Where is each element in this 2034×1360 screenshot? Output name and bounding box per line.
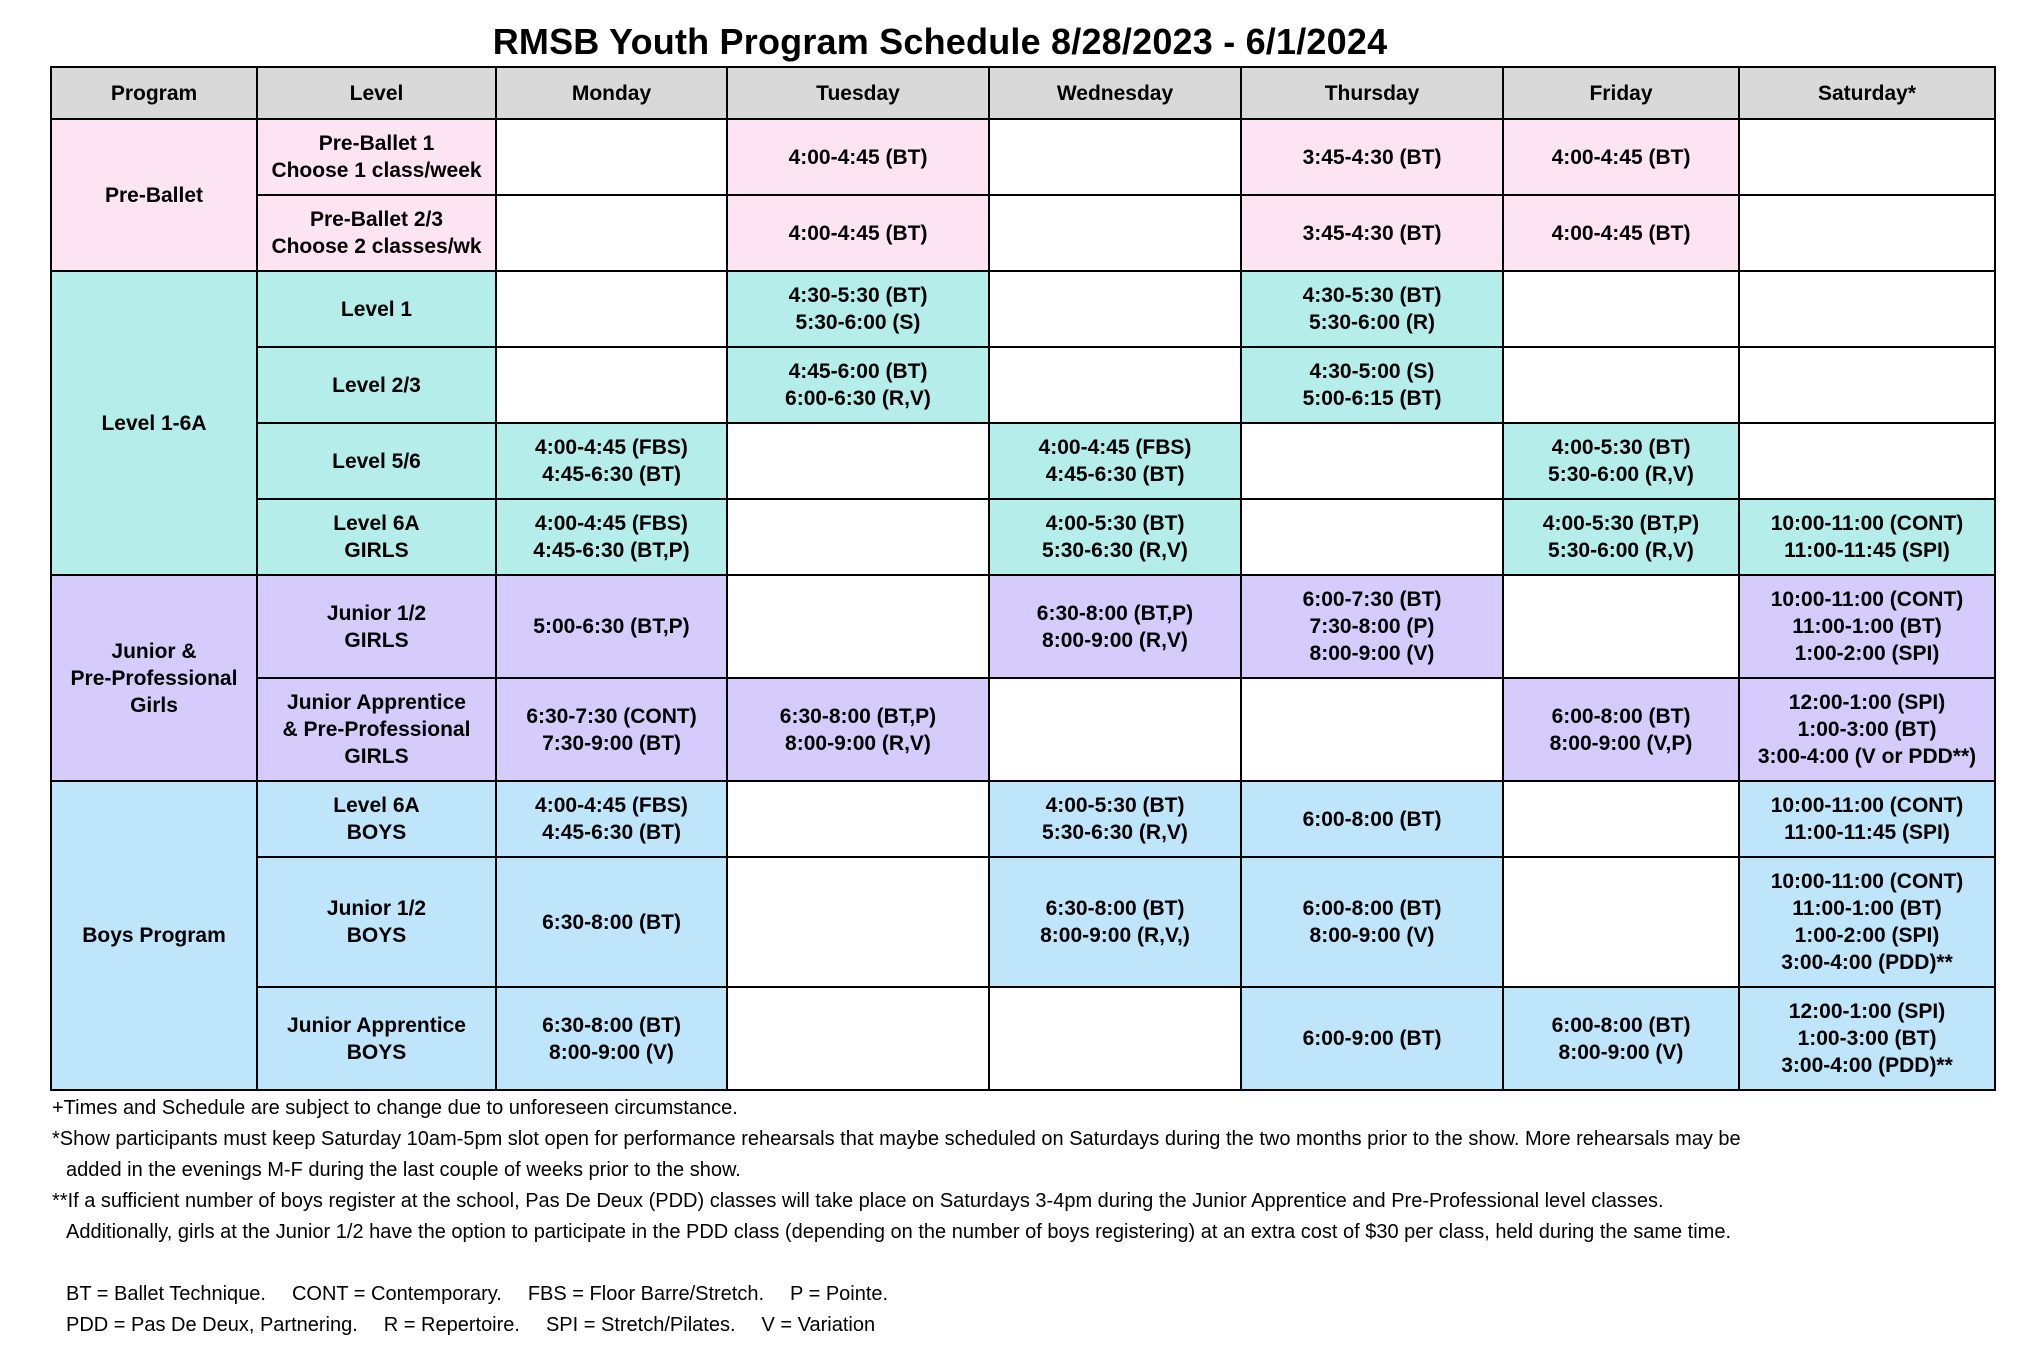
table-row xyxy=(51,423,1995,499)
page-title: RMSB Youth Program Schedule 8/28/2023 - 6/1/2024 xyxy=(492,21,1388,62)
header-thursday: Thursday xyxy=(1241,67,1503,119)
schedule-cell-thursday: 6:00-8:00 (BT) 8:00-9:00 (V) xyxy=(1241,857,1503,987)
schedule-cell-wednesday xyxy=(989,195,1241,271)
level-cell: Junior 1/2 BOYS xyxy=(257,857,496,987)
schedule-cell-friday: 4:00-4:45 (BT) xyxy=(1503,195,1739,271)
program-cell: Pre-Ballet xyxy=(51,119,257,271)
table-row xyxy=(51,857,1995,987)
schedule-cell-monday xyxy=(496,119,727,195)
schedule-cell-saturday xyxy=(1739,347,1995,423)
legend-pdd: PDD = Pas De Deux, Partnering. xyxy=(66,1314,358,1336)
schedule-cell-saturday: 10:00-11:00 (CONT) 11:00-1:00 (BT) 1:00-2:00 (SPI) 3:00-4:00 (PDD)** xyxy=(1739,857,1995,987)
schedule-cell-wednesday: 4:00-4:45 (FBS) 4:45-6:30 (BT) xyxy=(989,423,1241,499)
schedule-cell-monday xyxy=(496,347,727,423)
schedule-cell-thursday xyxy=(1241,423,1503,499)
legend-v: V = Variation xyxy=(761,1314,876,1336)
header-tuesday: Tuesday xyxy=(727,67,989,119)
note-pdd: **If a sufficient number of boys register at the school, Pas De Deux (PDD) classes will take place on Saturdays 3-4pm during the Junior Apprentice and Pre-Professional level classes. xyxy=(52,1190,1664,1212)
schedule-cell-tuesday xyxy=(727,499,989,575)
legend-r: R = Repertoire. xyxy=(383,1314,520,1336)
schedule-cell-friday xyxy=(1503,347,1739,423)
schedule-cell-saturday xyxy=(1739,119,1995,195)
schedule-cell-tuesday xyxy=(727,857,989,987)
table-row xyxy=(51,499,1995,575)
schedule-cell-thursday xyxy=(1241,678,1503,781)
schedule-cell-thursday: 4:30-5:30 (BT) 5:30-6:00 (R) xyxy=(1241,271,1503,347)
schedule-cell-saturday xyxy=(1739,195,1995,271)
schedule-cell-wednesday: 4:00-5:30 (BT) 5:30-6:30 (R,V) xyxy=(989,499,1241,575)
schedule-cell-monday: 6:30-8:00 (BT) xyxy=(496,857,727,987)
level-cell: Junior 1/2 GIRLS xyxy=(257,575,496,678)
note-pdd-cont: Additionally, girls at the Junior 1/2 have the option to participate in the PDD class (depending on the number of boys registering) at an extra cost of $30 per class, held during the same time. xyxy=(66,1221,1732,1243)
schedule-cell-monday: 6:30-7:30 (CONT) 7:30-9:00 (BT) xyxy=(496,678,727,781)
schedule-cell-thursday: 6:00-9:00 (BT) xyxy=(1241,987,1503,1090)
schedule-cell-wednesday: 6:30-8:00 (BT,P) 8:00-9:00 (R,V) xyxy=(989,575,1241,678)
legend-fbs: FBS = Floor Barre/Stretch. xyxy=(527,1283,765,1305)
schedule-cell-thursday: 3:45-4:30 (BT) xyxy=(1241,119,1503,195)
schedule-cell-friday: 4:00-5:30 (BT,P) 5:30-6:00 (R,V) xyxy=(1503,499,1739,575)
header-monday: Monday xyxy=(496,67,727,119)
note-show-participants-cont: added in the evenings M-F during the last couple of weeks prior to the show. xyxy=(66,1159,741,1181)
schedule-cell-saturday: 10:00-11:00 (CONT) 11:00-1:00 (BT) 1:00-2:00 (SPI) xyxy=(1739,575,1995,678)
schedule-cell-thursday xyxy=(1241,499,1503,575)
schedule-cell-thursday: 6:00-8:00 (BT) xyxy=(1241,781,1503,857)
schedule-cell-tuesday: 4:00-4:45 (BT) xyxy=(727,119,989,195)
schedule-cell-friday: 4:00-4:45 (BT) xyxy=(1503,119,1739,195)
schedule-cell-thursday: 3:45-4:30 (BT) xyxy=(1241,195,1503,271)
schedule-cell-monday: 6:30-8:00 (BT) 8:00-9:00 (V) xyxy=(496,987,727,1090)
header-saturday: Saturday* xyxy=(1739,67,1995,119)
table-row xyxy=(51,678,1995,781)
program-cell: Junior & Pre-Professional Girls xyxy=(51,575,257,781)
schedule-cell-wednesday: 6:30-8:00 (BT) 8:00-9:00 (R,V,) xyxy=(989,857,1241,987)
table-row xyxy=(51,781,1995,857)
schedule-cell-wednesday xyxy=(989,271,1241,347)
program-cell: Level 1-6A xyxy=(51,271,257,575)
schedule-cell-wednesday xyxy=(989,119,1241,195)
schedule-cell-saturday: 12:00-1:00 (SPI) 1:00-3:00 (BT) 3:00-4:00 (PDD)** xyxy=(1739,987,1995,1090)
schedule-cell-thursday: 4:30-5:00 (S) 5:00-6:15 (BT) xyxy=(1241,347,1503,423)
level-cell: Pre-Ballet 1 Choose 1 class/week xyxy=(257,119,496,195)
schedule-cell-saturday: 10:00-11:00 (CONT) 11:00-11:45 (SPI) xyxy=(1739,499,1995,575)
header-program: Program xyxy=(51,67,257,119)
note-schedule-change: +Times and Schedule are subject to change due to unforeseen circumstance. xyxy=(52,1097,738,1119)
schedule-cell-wednesday xyxy=(989,678,1241,781)
table-row xyxy=(51,119,1995,195)
header-level: Level xyxy=(257,67,496,119)
schedule-table xyxy=(50,66,1996,1091)
level-cell: Junior Apprentice BOYS xyxy=(257,987,496,1090)
schedule-cell-tuesday: 4:00-4:45 (BT) xyxy=(727,195,989,271)
schedule-cell-friday xyxy=(1503,857,1739,987)
schedule-cell-thursday: 6:00-7:30 (BT) 7:30-8:00 (P) 8:00-9:00 (V) xyxy=(1241,575,1503,678)
legend-line-1 xyxy=(52,1279,2002,1310)
level-cell: Level 6A GIRLS xyxy=(257,499,496,575)
level-cell: Pre-Ballet 2/3 Choose 2 classes/wk xyxy=(257,195,496,271)
schedule-cell-friday: 6:00-8:00 (BT) 8:00-9:00 (V,P) xyxy=(1503,678,1739,781)
schedule-cell-monday: 4:00-4:45 (FBS) 4:45-6:30 (BT) xyxy=(496,781,727,857)
legend-cont: CONT = Contemporary. xyxy=(291,1283,502,1305)
schedule-cell-friday xyxy=(1503,575,1739,678)
level-cell: Level 5/6 xyxy=(257,423,496,499)
legend-bt: BT = Ballet Technique. xyxy=(66,1283,266,1305)
header-wednesday: Wednesday xyxy=(989,67,1241,119)
schedule-cell-saturday: 10:00-11:00 (CONT) 11:00-11:45 (SPI) xyxy=(1739,781,1995,857)
header-friday: Friday xyxy=(1503,67,1739,119)
schedule-cell-tuesday: 4:45-6:00 (BT) 6:00-6:30 (R,V) xyxy=(727,347,989,423)
legend-line-2 xyxy=(52,1310,2002,1341)
table-row xyxy=(51,195,1995,271)
table-row xyxy=(51,347,1995,423)
schedule-cell-friday: 4:00-5:30 (BT) 5:30-6:00 (R,V) xyxy=(1503,423,1739,499)
schedule-cell-tuesday xyxy=(727,781,989,857)
table-row xyxy=(51,575,1995,678)
level-cell: Junior Apprentice & Pre-Professional GIRLS xyxy=(257,678,496,781)
schedule-cell-saturday: 12:00-1:00 (SPI) 1:00-3:00 (BT) 3:00-4:00 (V or PDD**) xyxy=(1739,678,1995,781)
schedule-cell-monday xyxy=(496,195,727,271)
schedule-cell-friday xyxy=(1503,781,1739,857)
header-row xyxy=(51,67,1995,119)
schedule-cell-saturday xyxy=(1739,271,1995,347)
legend-p: P = Pointe. xyxy=(790,1283,889,1305)
table-row xyxy=(51,271,1995,347)
level-cell: Level 6A BOYS xyxy=(257,781,496,857)
program-cell: Boys Program xyxy=(51,781,257,1090)
schedule-body xyxy=(51,119,1995,1090)
schedule-cell-friday: 6:00-8:00 (BT) 8:00-9:00 (V) xyxy=(1503,987,1739,1090)
schedule-cell-tuesday: 6:30-8:00 (BT,P) 8:00-9:00 (R,V) xyxy=(727,678,989,781)
schedule-cell-wednesday: 4:00-5:30 (BT) 5:30-6:30 (R,V) xyxy=(989,781,1241,857)
schedule-cell-tuesday xyxy=(727,423,989,499)
schedule-cell-saturday xyxy=(1739,423,1995,499)
legend-spi: SPI = Stretch/Pilates. xyxy=(545,1314,736,1336)
schedule-cell-monday: 4:00-4:45 (FBS) 4:45-6:30 (BT,P) xyxy=(496,499,727,575)
schedule-cell-tuesday xyxy=(727,987,989,1090)
table-row xyxy=(51,987,1995,1090)
schedule-cell-monday xyxy=(496,271,727,347)
schedule-cell-friday xyxy=(1503,271,1739,347)
schedule-cell-monday: 4:00-4:45 (FBS) 4:45-6:30 (BT) xyxy=(496,423,727,499)
schedule-cell-monday: 5:00-6:30 (BT,P) xyxy=(496,575,727,678)
level-cell: Level 1 xyxy=(257,271,496,347)
footnotes xyxy=(52,1093,2002,1341)
note-show-participants: *Show participants must keep Saturday 10am-5pm slot open for performance rehearsals that maybe scheduled on Saturdays during the two months prior to the show. More rehearsals may be xyxy=(52,1128,1741,1150)
schedule-cell-tuesday: 4:30-5:30 (BT) 5:30-6:00 (S) xyxy=(727,271,989,347)
schedule-cell-wednesday xyxy=(989,987,1241,1090)
schedule-cell-tuesday xyxy=(727,575,989,678)
level-cell: Level 2/3 xyxy=(257,347,496,423)
schedule-cell-wednesday xyxy=(989,347,1241,423)
